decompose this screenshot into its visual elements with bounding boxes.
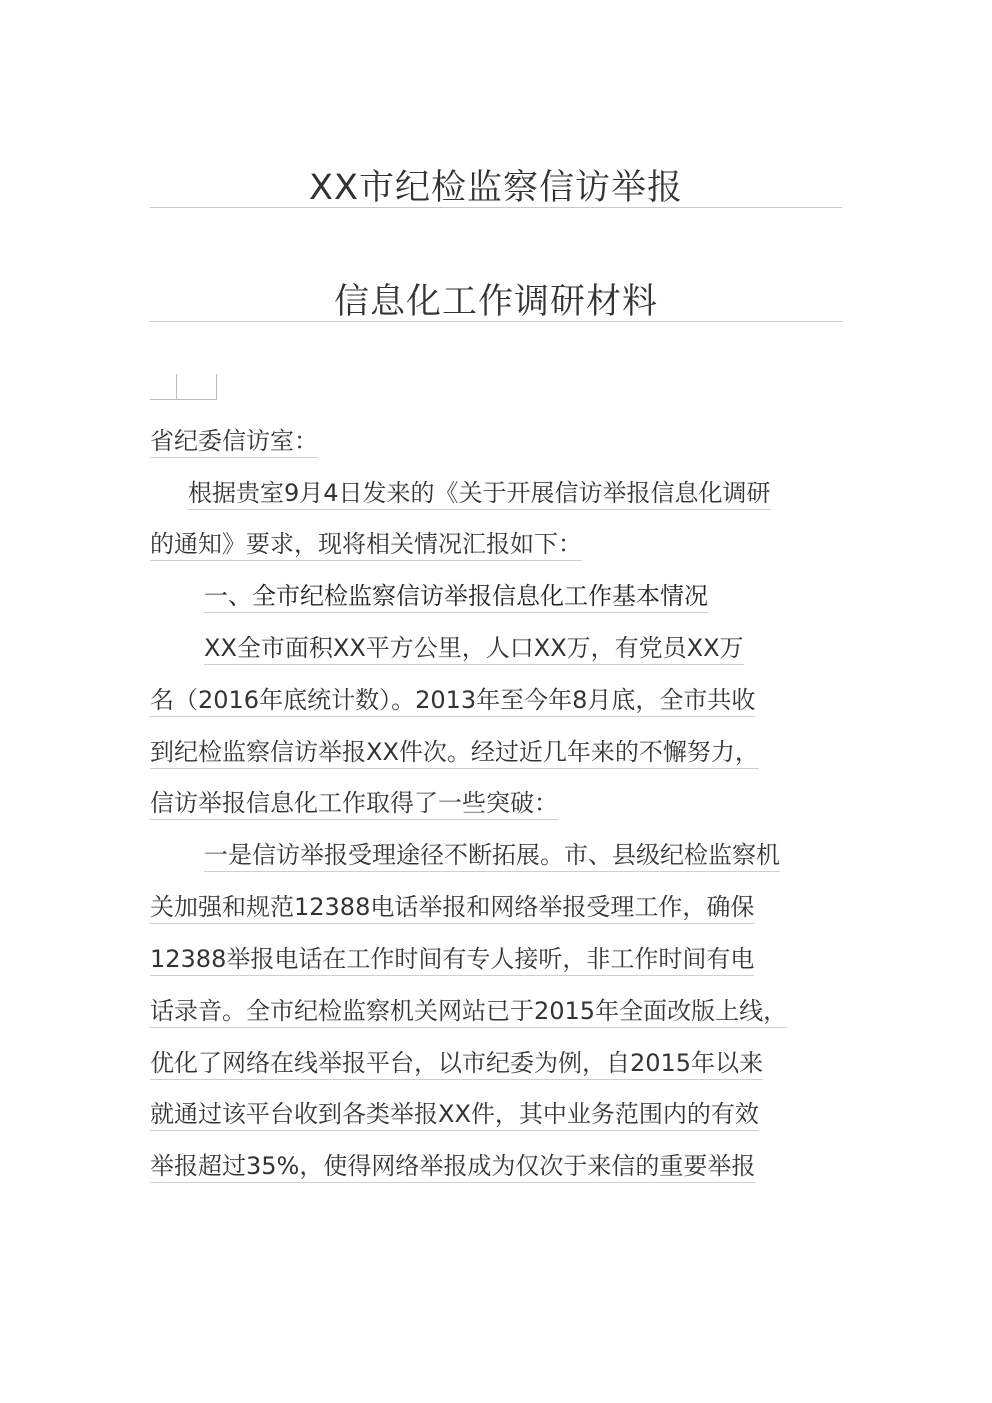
section1-heading xyxy=(204,579,708,613)
paragraph2-line4 xyxy=(150,786,558,820)
paragraph3-line4 xyxy=(150,994,787,1028)
paragraph3-line6 xyxy=(150,1097,759,1131)
paragraph3-line5-text: 优化了网络在线举报平台，以市纪委为例，自2015年以来 xyxy=(150,1049,763,1080)
paragraph2-line1-text: XX全市面积XX平方公里，人口XX万，有党员XX万 xyxy=(204,634,744,665)
document-title-line2: 信息化工作调研材料 xyxy=(333,282,658,322)
paragraph2-line3-text: 到纪检监察信访举报XX件次。经过近几年来的不懈努力， xyxy=(150,738,759,769)
title-underline-1 xyxy=(150,207,842,208)
paragraph3-line5 xyxy=(150,1046,763,1080)
paragraph2-line3 xyxy=(150,735,759,769)
salutation-text: 省纪委信访室： xyxy=(150,427,318,458)
paragraph3-line1-text: 一是信访举报受理途径不断拓展。市、县级纪检监察机 xyxy=(204,841,780,872)
document-title-line1: XX市纪检监察信访举报 xyxy=(309,168,683,208)
paragraph3-line4-text: 话录音。全市纪检监察机关网站已于2015年全面改版上线， xyxy=(150,997,787,1028)
paragraph3-line6-text: 就通过该平台收到各类举报XX件，其中业务范围内的有效 xyxy=(150,1100,759,1131)
paragraph1-line2-text: 的通知》要求，现将相关情况汇报如下： xyxy=(150,530,582,561)
paragraph1-line2 xyxy=(150,527,582,561)
paragraph2-line2 xyxy=(150,683,755,717)
paragraph1-line1-text: 根据贵室9月4日发来的《关于开展信访举报信息化调研 xyxy=(188,479,771,510)
paragraph2-line2-text: 名（2016年底统计数）。2013年至今年8月底，全市共收 xyxy=(150,686,755,717)
title-underline-2 xyxy=(150,321,842,322)
paragraph2-line4-text: 信访举报信息化工作取得了一些突破： xyxy=(150,789,558,820)
margin-marks xyxy=(150,374,220,400)
paragraph3-line1 xyxy=(204,838,780,872)
paragraph3-line3-text: 12388举报电话在工作时间有专人接听，非工作时间有电 xyxy=(150,945,754,976)
paragraph3-line2 xyxy=(150,890,754,924)
paragraph3-line3 xyxy=(150,942,754,976)
paragraph2-line1 xyxy=(204,631,744,665)
paragraph3-line2-text: 关加强和规范12388电话举报和网络举报受理工作，确保 xyxy=(150,893,754,924)
paragraph3-line7 xyxy=(150,1149,755,1183)
paragraph1-line1 xyxy=(188,476,771,510)
salutation xyxy=(150,424,318,458)
paragraph3-line7-text: 举报超过35%，使得网络举报成为仅次于来信的重要举报 xyxy=(150,1152,755,1183)
section1-heading-text: 一、全市纪检监察信访举报信息化工作基本情况 xyxy=(204,582,708,613)
